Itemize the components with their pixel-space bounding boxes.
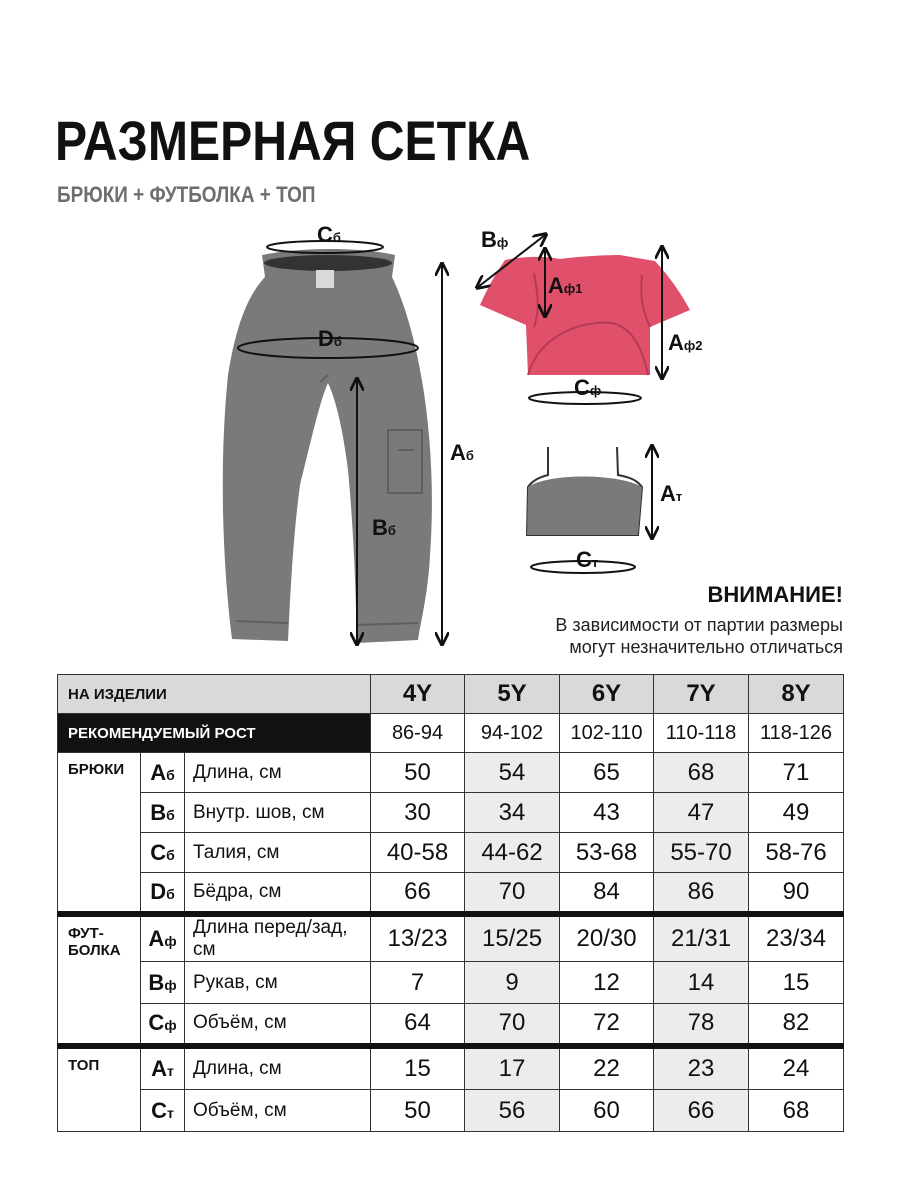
size-value: 21/31 [654, 914, 749, 962]
size-value: 43 [560, 793, 654, 833]
measurement-code [141, 873, 185, 915]
size-value: 44-62 [465, 833, 560, 873]
measurement-name: Длина, см [185, 753, 371, 793]
tshirt-label-c: Cф [574, 375, 602, 400]
code-subscript: ф [164, 933, 177, 949]
group-label: ТОП [58, 1046, 141, 1132]
table-row [58, 793, 844, 833]
height-label: РЕКОМЕНДУЕМЫЙ РОСТ [58, 714, 371, 753]
size-value: 68 [654, 753, 749, 793]
table-row [58, 833, 844, 873]
size-value: 15/25 [465, 914, 560, 962]
size-value: 49 [749, 793, 844, 833]
size-value: 84 [560, 873, 654, 915]
table-row [58, 1046, 844, 1090]
size-value: 71 [749, 753, 844, 793]
notice-line-1: В зависимости от партии размеры [555, 615, 843, 635]
code-subscript: б [166, 846, 175, 863]
size-value: 70 [465, 873, 560, 915]
pants-label-a: Aб [450, 440, 474, 465]
size-value: 56 [465, 1090, 560, 1132]
size-value: 50 [371, 1090, 465, 1132]
size-value: 24 [749, 1046, 844, 1090]
tshirt-label-b: Bф [481, 227, 509, 252]
table-row [58, 1090, 844, 1132]
page-title: РАЗМЕРНАЯ СЕТКА [55, 109, 531, 172]
measurement-code [141, 962, 185, 1004]
measurement-code [141, 914, 185, 962]
code-letter: A [150, 759, 167, 785]
measurement-name: Объём, см [185, 1090, 371, 1132]
size-value: 12 [560, 962, 654, 1004]
size-header-row [58, 675, 844, 714]
code-subscript: б [166, 766, 175, 783]
measurement-name: Бёдра, см [185, 873, 371, 915]
measurement-name: Длина перед/зад, см [185, 914, 371, 962]
size-value: 34 [465, 793, 560, 833]
code-subscript: ф [164, 976, 177, 993]
size-value: 22 [560, 1046, 654, 1090]
measurement-name: Рукав, см [185, 962, 371, 1004]
size-value: 82 [749, 1004, 844, 1046]
notice-heading: ВНИМАНИЕ! [707, 582, 843, 607]
size-value: 47 [654, 793, 749, 833]
size-value: 50 [371, 753, 465, 793]
tshirt-label-a1: Aф1 [548, 273, 583, 298]
size-value: 58-76 [749, 833, 844, 873]
size-value: 68 [749, 1090, 844, 1132]
code-subscript: т [167, 1062, 174, 1079]
height-value: 86-94 [371, 714, 465, 753]
size-value: 66 [654, 1090, 749, 1132]
size-value: 13/23 [371, 914, 465, 962]
size-value: 66 [371, 873, 465, 915]
height-row [58, 714, 844, 753]
size-value: 17 [465, 1046, 560, 1090]
measurement-code [141, 1090, 185, 1132]
size-7y: 7Y [654, 675, 749, 714]
size-6y: 6Y [560, 675, 654, 714]
tshirt-label-a2: Aф2 [668, 330, 703, 355]
size-value: 64 [371, 1004, 465, 1046]
top-label-c: Cт [576, 547, 599, 572]
size-value: 70 [465, 1004, 560, 1046]
code-letter: B [150, 799, 167, 825]
size-value: 23 [654, 1046, 749, 1090]
code-subscript: б [166, 886, 175, 902]
size-value: 78 [654, 1004, 749, 1046]
code-letter: D [150, 879, 167, 904]
size-value: 30 [371, 793, 465, 833]
measurement-name: Длина, см [185, 1046, 371, 1090]
size-value: 40-58 [371, 833, 465, 873]
height-value: 110-118 [654, 714, 749, 753]
measurement-code [141, 753, 185, 793]
measurement-code [141, 1004, 185, 1046]
size-value: 55-70 [654, 833, 749, 873]
size-value: 15 [371, 1046, 465, 1090]
measurement-name: Талия, см [185, 833, 371, 873]
measurement-code [141, 793, 185, 833]
size-4y: 4Y [371, 675, 465, 714]
crop-top-illustration [527, 447, 642, 535]
size-table [57, 674, 844, 1132]
group-label: БРЮКИ [58, 753, 141, 915]
size-value: 86 [654, 873, 749, 915]
group-label: ФУТ- БОЛКА [58, 914, 141, 1046]
code-letter: C [150, 839, 167, 865]
pants-label-d: Dб [318, 326, 342, 351]
code-letter: A [148, 926, 165, 951]
size-value: 53-68 [560, 833, 654, 873]
tshirt-illustration [480, 255, 690, 375]
height-value: 94-102 [465, 714, 560, 753]
code-letter: A [151, 1055, 168, 1081]
notice-line-2: могут незначительно отличаться [569, 637, 843, 657]
header-label: НА ИЗДЕЛИИ [58, 675, 371, 714]
size-8y: 8Y [749, 675, 844, 714]
measurement-code [141, 1046, 185, 1090]
table-row [58, 914, 844, 962]
code-subscript: ф [164, 1017, 177, 1034]
pants-label-c: Cб [317, 222, 341, 247]
code-subscript: б [166, 806, 175, 823]
code-letter: C [148, 1010, 165, 1036]
size-5y: 5Y [465, 675, 560, 714]
size-value: 9 [465, 962, 560, 1004]
size-value: 60 [560, 1090, 654, 1132]
size-value: 65 [560, 753, 654, 793]
table-row [58, 1004, 844, 1046]
code-subscript: т [167, 1104, 174, 1121]
measurement-name: Внутр. шов, см [185, 793, 371, 833]
pants-illustration [223, 249, 432, 643]
size-value: 15 [749, 962, 844, 1004]
size-value: 7 [371, 962, 465, 1004]
measurement-name: Объём, см [185, 1004, 371, 1046]
code-letter: C [151, 1097, 168, 1123]
top-label-a: Aт [660, 481, 683, 506]
page-subtitle: БРЮКИ + ФУТБОЛКА + ТОП [57, 182, 316, 207]
table-row [58, 753, 844, 793]
table-row [58, 873, 844, 915]
size-value: 23/34 [749, 914, 844, 962]
pants-label-b: Bб [372, 515, 396, 540]
size-value: 54 [465, 753, 560, 793]
code-letter: B [148, 969, 165, 995]
size-value: 14 [654, 962, 749, 1004]
height-value: 118-126 [749, 714, 844, 753]
size-value: 20/30 [560, 914, 654, 962]
measurement-code [141, 833, 185, 873]
height-value: 102-110 [560, 714, 654, 753]
size-value: 72 [560, 1004, 654, 1046]
size-value: 90 [749, 873, 844, 915]
table-row [58, 962, 844, 1004]
